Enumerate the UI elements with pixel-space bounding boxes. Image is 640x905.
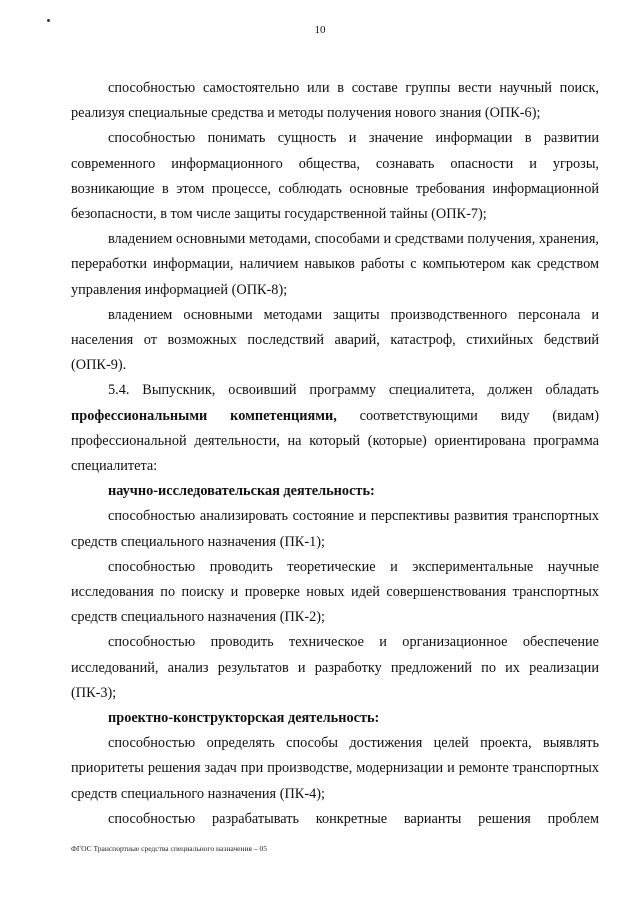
paragraph-pk-5-start: способностью разрабатывать конкретные варианты решения проблем	[108, 810, 599, 827]
paragraph-opk-6: способностью самостоятельно или в составе группы вести научный поиск, реализуя специальные средства и методы получения нового знания (ОПК-6);	[71, 80, 599, 122]
heading-design-activity: проектно-конструкторская деятельность:	[108, 710, 380, 727]
page-footer: ФГОС Транспортные средства специального назначения – 05	[71, 844, 267, 853]
page-number: 10	[314, 24, 326, 36]
paragraph-pk-2: способностью проводить теоретические и экспериментальные научные исследования по поиску и проверке новых идей совершенствования транспортных средств специального назначения (ПК-2);	[71, 558, 599, 626]
paragraph-opk-7: способностью понимать сущность и значение информации в развитии современного информационного общества, сознавать опасности и угрозы, возникающие в этом процессе, соблюдать основные требования информационной безопасности, в том числе защиты государственной тайны (ОПК-7);	[71, 130, 599, 223]
paragraph-opk-8: владением основными методами, способами и средствами получения, хранения, переработки информации, наличием навыков работы с компьютером как средством управления информацией (ОПК-8);	[71, 231, 599, 298]
section-5-4-lead: 5.4. Выпускник, освоивший программу специалитета, должен обладать	[108, 382, 599, 399]
heading-research-activity: научно-исследовательская деятельность:	[108, 483, 375, 500]
paragraph-opk-9: владением основными методами защиты производственного персонала и населения от возможных последствий аварий, катастроф, стихийных бедствий (ОПК-9).	[71, 306, 599, 374]
paragraph-pk-4: способностью определять способы достижения целей проекта, выявлять приоритеты решения задач при производстве, модернизации и ремонте транспортных средств специального назначения (ПК-4);	[71, 735, 599, 802]
paragraph-5-4	[71, 378, 599, 479]
section-5-4-tail: соответствующими виду (видам) профессиональной деятельности, на который (которые) ориентирована программа специалитета:	[71, 407, 599, 475]
paragraph-pk-1: способностью анализировать состояние и перспективы развития транспортных средств специального назначения (ПК-1);	[71, 508, 599, 550]
paragraph-pk-3: способностью проводить техническое и организационное обеспечение исследований, анализ результатов и разработку предложений по их реализации (ПК-3);	[71, 634, 599, 701]
section-5-4-bold: профессиональными компетенциями,	[71, 407, 337, 424]
scan-speck	[47, 19, 50, 22]
page-body	[71, 76, 599, 832]
